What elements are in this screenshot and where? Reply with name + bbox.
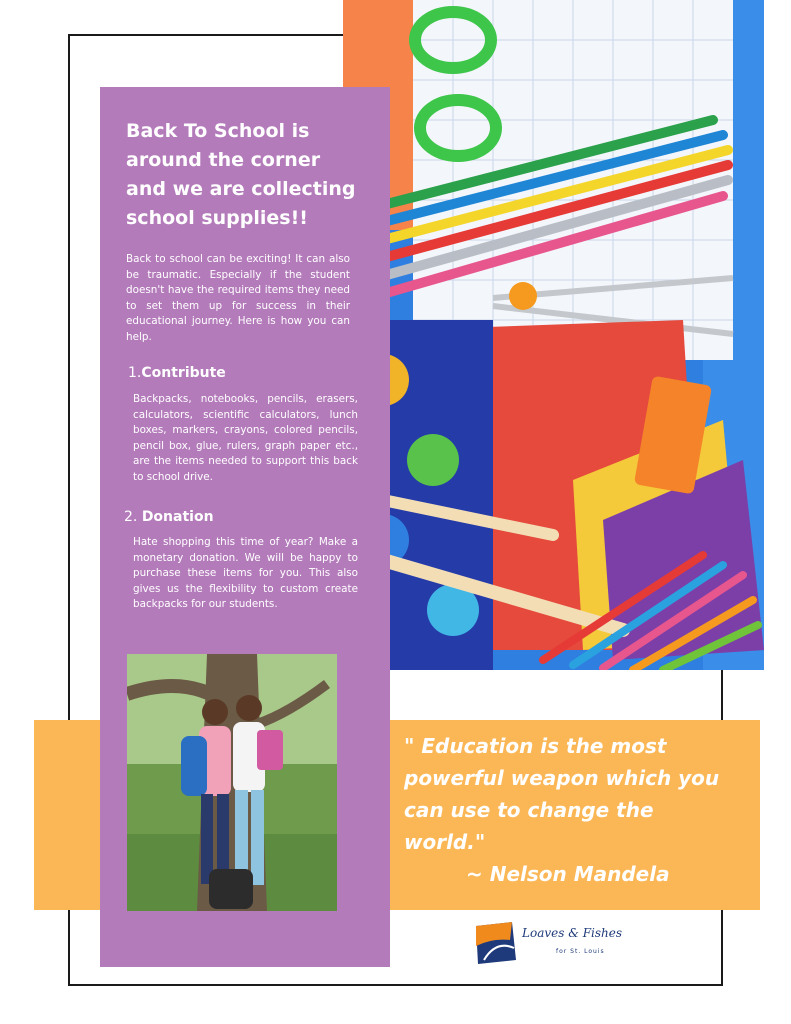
section-number: 2. [124,509,138,525]
section-donation-heading [124,509,214,525]
logo-name: Loaves & Fishes [522,926,623,940]
quote-text: " Education is the most powerful weapon which you can use to change the world." [404,734,720,854]
flyer-title: Back To School is around the corner and we are collecting school supplies!! [126,120,356,229]
intro-text: Back to school can be exciting! It can also be traumatic. Especially if the student doesn't have the required items they need to set them up for success in their educational journey. Here is how you can help. [126,253,350,343]
section-number: 1. [128,365,142,381]
section-title: Donation [141,509,214,525]
info-panel [100,87,390,967]
section-title: Contribute [141,365,226,381]
students-illustration [127,654,337,911]
section-contribute-heading [128,365,226,381]
school-supplies-illustration [343,0,764,670]
school-supplies-photo [343,0,764,670]
fish-logo-icon [472,920,518,966]
logo-subtitle: for St. Louis [556,948,605,955]
section-donation-body: Hate shopping this time of year? Make a monetary donation. We will be happy to purchase these items for you. This also gives us the flexibility to custom create backpacks for our students. [133,536,358,610]
quote-author: ~ Nelson Mandela [466,862,670,886]
students-photo [127,654,337,911]
loaves-fishes-logo [472,920,652,970]
section-contribute-body: Backpacks, notebooks, pencils, erasers, calculators, scientific calculators, lunch boxes, markers, crayons, colored pencils, pencil box, glue, rulers, graph paper etc., are the items needed to support this back to school drive. [133,393,358,483]
